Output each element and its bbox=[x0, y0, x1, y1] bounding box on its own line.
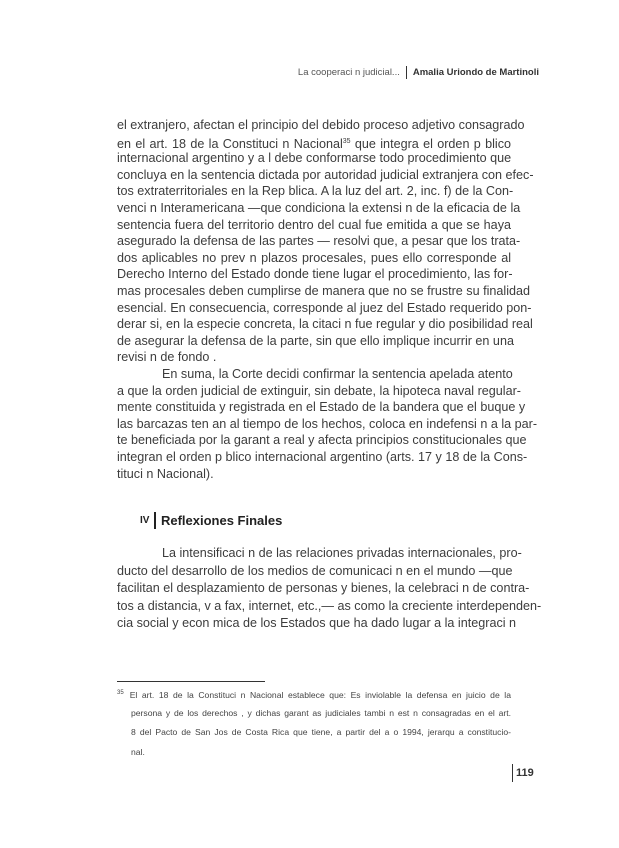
text-line: te beneficiada por la garant a real y afecta principios constitucionales que bbox=[117, 433, 527, 448]
text-line: tos extraterritoriales en la Rep blica. A la luz del art. 2, inc. f) de la Con- bbox=[117, 184, 514, 199]
page-number-divider bbox=[512, 764, 513, 782]
text-line: ducto del desarrollo de los medios de comunicaci n en el mundo —que bbox=[117, 563, 513, 578]
text-line: La intensificaci n de las relaciones privadas internacionales, pro- bbox=[162, 546, 522, 560]
text-line: las barcazas ten an al tiempo de los hechos, coloca en indefensi n a la par- bbox=[117, 416, 538, 431]
section-number: IV bbox=[140, 515, 150, 526]
paragraph-2 bbox=[117, 366, 538, 482]
text-line: dos aplicables no prev n plazos procesales, pues ello corresponde al bbox=[117, 250, 511, 265]
footnote-number: 35 bbox=[117, 690, 124, 696]
heading-divider bbox=[154, 512, 156, 529]
footnote bbox=[117, 684, 511, 762]
text-span: que integra el orden p blico bbox=[354, 136, 512, 151]
text-line: esencial. En consecuencia, corresponde al juez del Estado requerido pon- bbox=[117, 300, 532, 315]
footnote-line: persona y de los derechos , y dichas garant as judiciales tambi n est n consagradas en el art. bbox=[131, 707, 511, 718]
text-line: sentencia fuera del territorio dentro del cual fue emitida a que se haya bbox=[117, 217, 511, 232]
text-line: derar si, en la especie concreta, la citaci n fue regular y dio posibilidad real bbox=[117, 317, 533, 332]
text-line: facilitan el desplazamiento de personas y bienes, la celebraci n de contra- bbox=[117, 581, 530, 596]
footnote-line bbox=[117, 684, 511, 704]
page-number-text: 119 bbox=[516, 767, 534, 779]
section-heading bbox=[140, 512, 282, 529]
header-divider bbox=[406, 66, 407, 79]
running-header bbox=[298, 66, 539, 79]
text-line: concluya en la sentencia dictada por autoridad judicial extranjera con efec- bbox=[117, 167, 534, 182]
text-line: tituci n Nacional). bbox=[117, 466, 214, 481]
text-line: revisi n de fondo . bbox=[117, 350, 217, 365]
text-line: a que la orden judicial de extinguir, sin debate, la hipoteca naval regular- bbox=[117, 383, 521, 398]
text-line: asegurado la defensa de las partes — resolvi que, a pesar que los trata- bbox=[117, 234, 521, 249]
header-author: Amalia Uriondo de Martinoli bbox=[412, 67, 539, 78]
footnote-ref[interactable]: 35 bbox=[342, 137, 351, 145]
text-line: mas procesales deben cumplirse de manera que no se frustre su finalidad bbox=[117, 283, 531, 298]
text-line: el extranjero, afectan el principio del debido proceso adjetivo consagrado bbox=[117, 118, 525, 132]
text-line: internacional argentino y a l debe conformarse todo procedimiento que bbox=[117, 151, 512, 166]
text-line: Derecho Interno del Estado donde tiene lugar el procedimiento, las for- bbox=[117, 267, 513, 282]
text-line: tos a distancia, v a fax, internet, etc.,— as como la creciente interdependen- bbox=[117, 598, 542, 613]
page-number bbox=[512, 764, 534, 782]
paragraph-3 bbox=[117, 545, 542, 633]
text-line: mente constituida y registrada en el Estado de la bandera que el buque y bbox=[117, 400, 526, 415]
section-title: Reflexiones Finales bbox=[160, 513, 283, 528]
footnote-line: 8 del Pacto de San Jos de Costa Rica que tiene, a partir del a o 1994, jerarqu a constitucio- bbox=[131, 727, 511, 737]
footnote-rule bbox=[117, 681, 265, 682]
text-line: En suma, la Corte decidi confirmar la sentencia apelada atento bbox=[162, 367, 513, 381]
header-title: La cooperaci n judicial... bbox=[297, 67, 400, 78]
text-line bbox=[117, 134, 511, 151]
text-span: en el art. 18 de la Constituci n Nacional bbox=[117, 136, 343, 151]
text-line: venci n Interamericana —que condiciona la extensi n de la eficacia de la bbox=[117, 200, 521, 215]
text-line: de asegurar la defensa de la parte, sin que ello implique incurrir en una bbox=[117, 333, 514, 348]
text-span: El art. 18 de la Constituci n Nacional establece que: Es inviolable la defensa en juicio de la bbox=[129, 689, 511, 700]
text-line: integran el orden p blico internacional argentino (arts. 17 y 18 de la Cons- bbox=[117, 449, 528, 464]
text-line: cia social y econ mica de los Estados que ha dado lugar a la integraci n bbox=[117, 616, 517, 631]
paragraph-1 bbox=[117, 117, 534, 366]
footnote-line: nal. bbox=[131, 746, 145, 757]
